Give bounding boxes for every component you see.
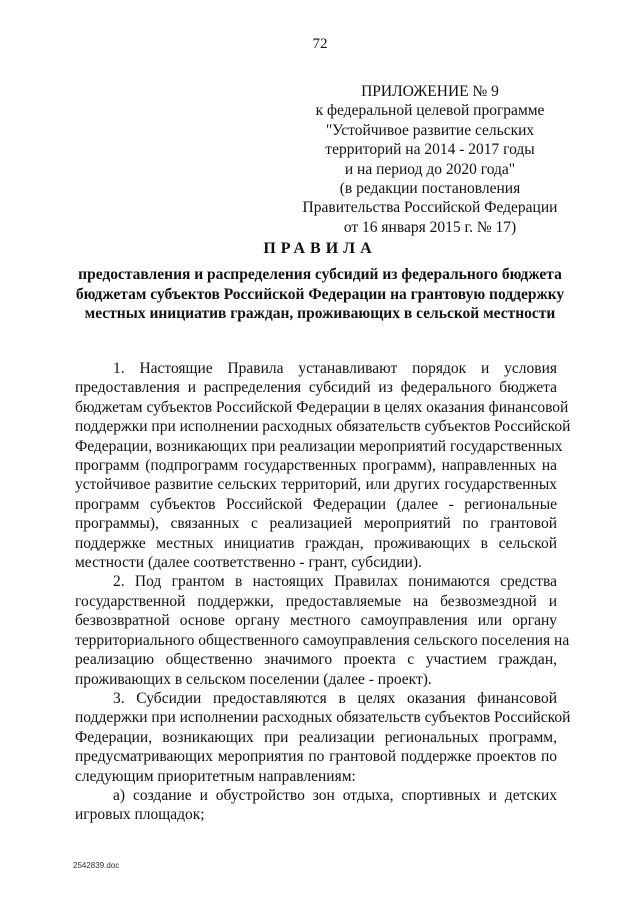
paragraph-line: проживающих в сельском поселении (далее - проект).: [75, 670, 432, 688]
paragraph-line: игровых площадок;: [75, 806, 205, 824]
appendix-line: (в редакции постановления: [339, 180, 521, 198]
paragraph-2: [75, 572, 570, 688]
paragraph-line: предусматривающих мероприятия по грантовой поддержке проектов по: [75, 748, 557, 766]
paragraph-line: предоставления и распределения субсидий из федерального бюджета: [75, 379, 557, 397]
subtitle-line: местных инициатив граждан, проживающих в сельской местности: [84, 305, 556, 322]
paragraph-line: программ (подпрограмм государственных программ), направленных на: [75, 457, 557, 475]
paragraph-line: поддержке местных инициатив граждан, проживающих в сельской: [75, 534, 557, 552]
paragraph-line: реализацию общественно значимого проекта с участием граждан,: [75, 651, 557, 669]
appendix-line: Правительства Российской Федерации: [302, 199, 558, 217]
paragraph-line: бюджетам субъектов Российской Федерации в целях оказания финансовой: [75, 398, 569, 416]
appendix-line: территорий на 2014 - 2017 годы: [325, 141, 535, 159]
paragraph-line: поддержки при исполнении расходных обязательств субъектов Российской: [75, 709, 571, 727]
document-subtitle: [60, 265, 580, 324]
paragraph-3a: [75, 786, 557, 825]
paragraph-line: 3. Субсидии предоставляются в целях оказания финансовой: [113, 689, 557, 707]
paragraph-line: программ субъектов Российской Федерации (далее - региональные: [75, 495, 557, 513]
paragraph-3: [75, 689, 571, 786]
paragraph-line: 2. Под грантом в настоящих Правилах понимаются средства: [113, 573, 557, 591]
page-number: 72: [312, 36, 328, 52]
paragraph-line: программы), связанных с реализацией мероприятий по грантовой: [75, 515, 557, 533]
subtitle-line: бюджетам субъектов Российской Федерации на грантовую поддержку: [75, 285, 565, 303]
paragraph-line: территориального общественного самоуправления сельского поселения на: [75, 631, 570, 649]
appendix-line: "Устойчивое развитие сельских: [325, 121, 535, 139]
document-filename: 2542839.doc: [73, 861, 120, 870]
paragraph-line: следующим приоритетным направлениям:: [75, 767, 356, 785]
paragraph-line: государственной поддержки, предоставляемые на безвозмездной и: [75, 592, 557, 610]
paragraph-line: устойчивое развитие сельских территорий, или других государственных: [75, 476, 557, 494]
subtitle-line: предоставления и распределения субсидий из федерального бюджета: [78, 266, 562, 283]
paragraph-line: Федерации, возникающих при реализации мероприятий государственных: [75, 437, 563, 455]
paragraph-line: 1. Настоящие Правила устанавливают порядок и условия: [113, 360, 557, 377]
paragraph-line: местности (далее соответственно - грант, субсидии).: [75, 554, 422, 572]
appendix-line: к федеральной целевой программе: [315, 102, 545, 120]
appendix-line: и на период до 2020 года": [344, 160, 516, 178]
document-body: [75, 359, 571, 825]
appendix-line: ПРИЛОЖЕНИЕ № 9: [361, 83, 499, 100]
paragraph-line: Федерации, возникающих при реализации региональных программ,: [75, 728, 557, 746]
paragraph-line: а) создание и обустройство зон отдыха, спортивных и детских: [113, 786, 557, 804]
appendix-line: от 16 января 2015 г. № 17): [343, 218, 517, 236]
paragraph-1: [75, 359, 571, 572]
appendix-header: [300, 82, 560, 237]
paragraph-line: поддержки при исполнении расходных обязательств субъектов Российской: [75, 418, 571, 436]
paragraph-line: безвозвратной основе органу местного самоуправления или органу: [75, 612, 557, 630]
document-title: ПРАВИЛА: [263, 240, 377, 257]
